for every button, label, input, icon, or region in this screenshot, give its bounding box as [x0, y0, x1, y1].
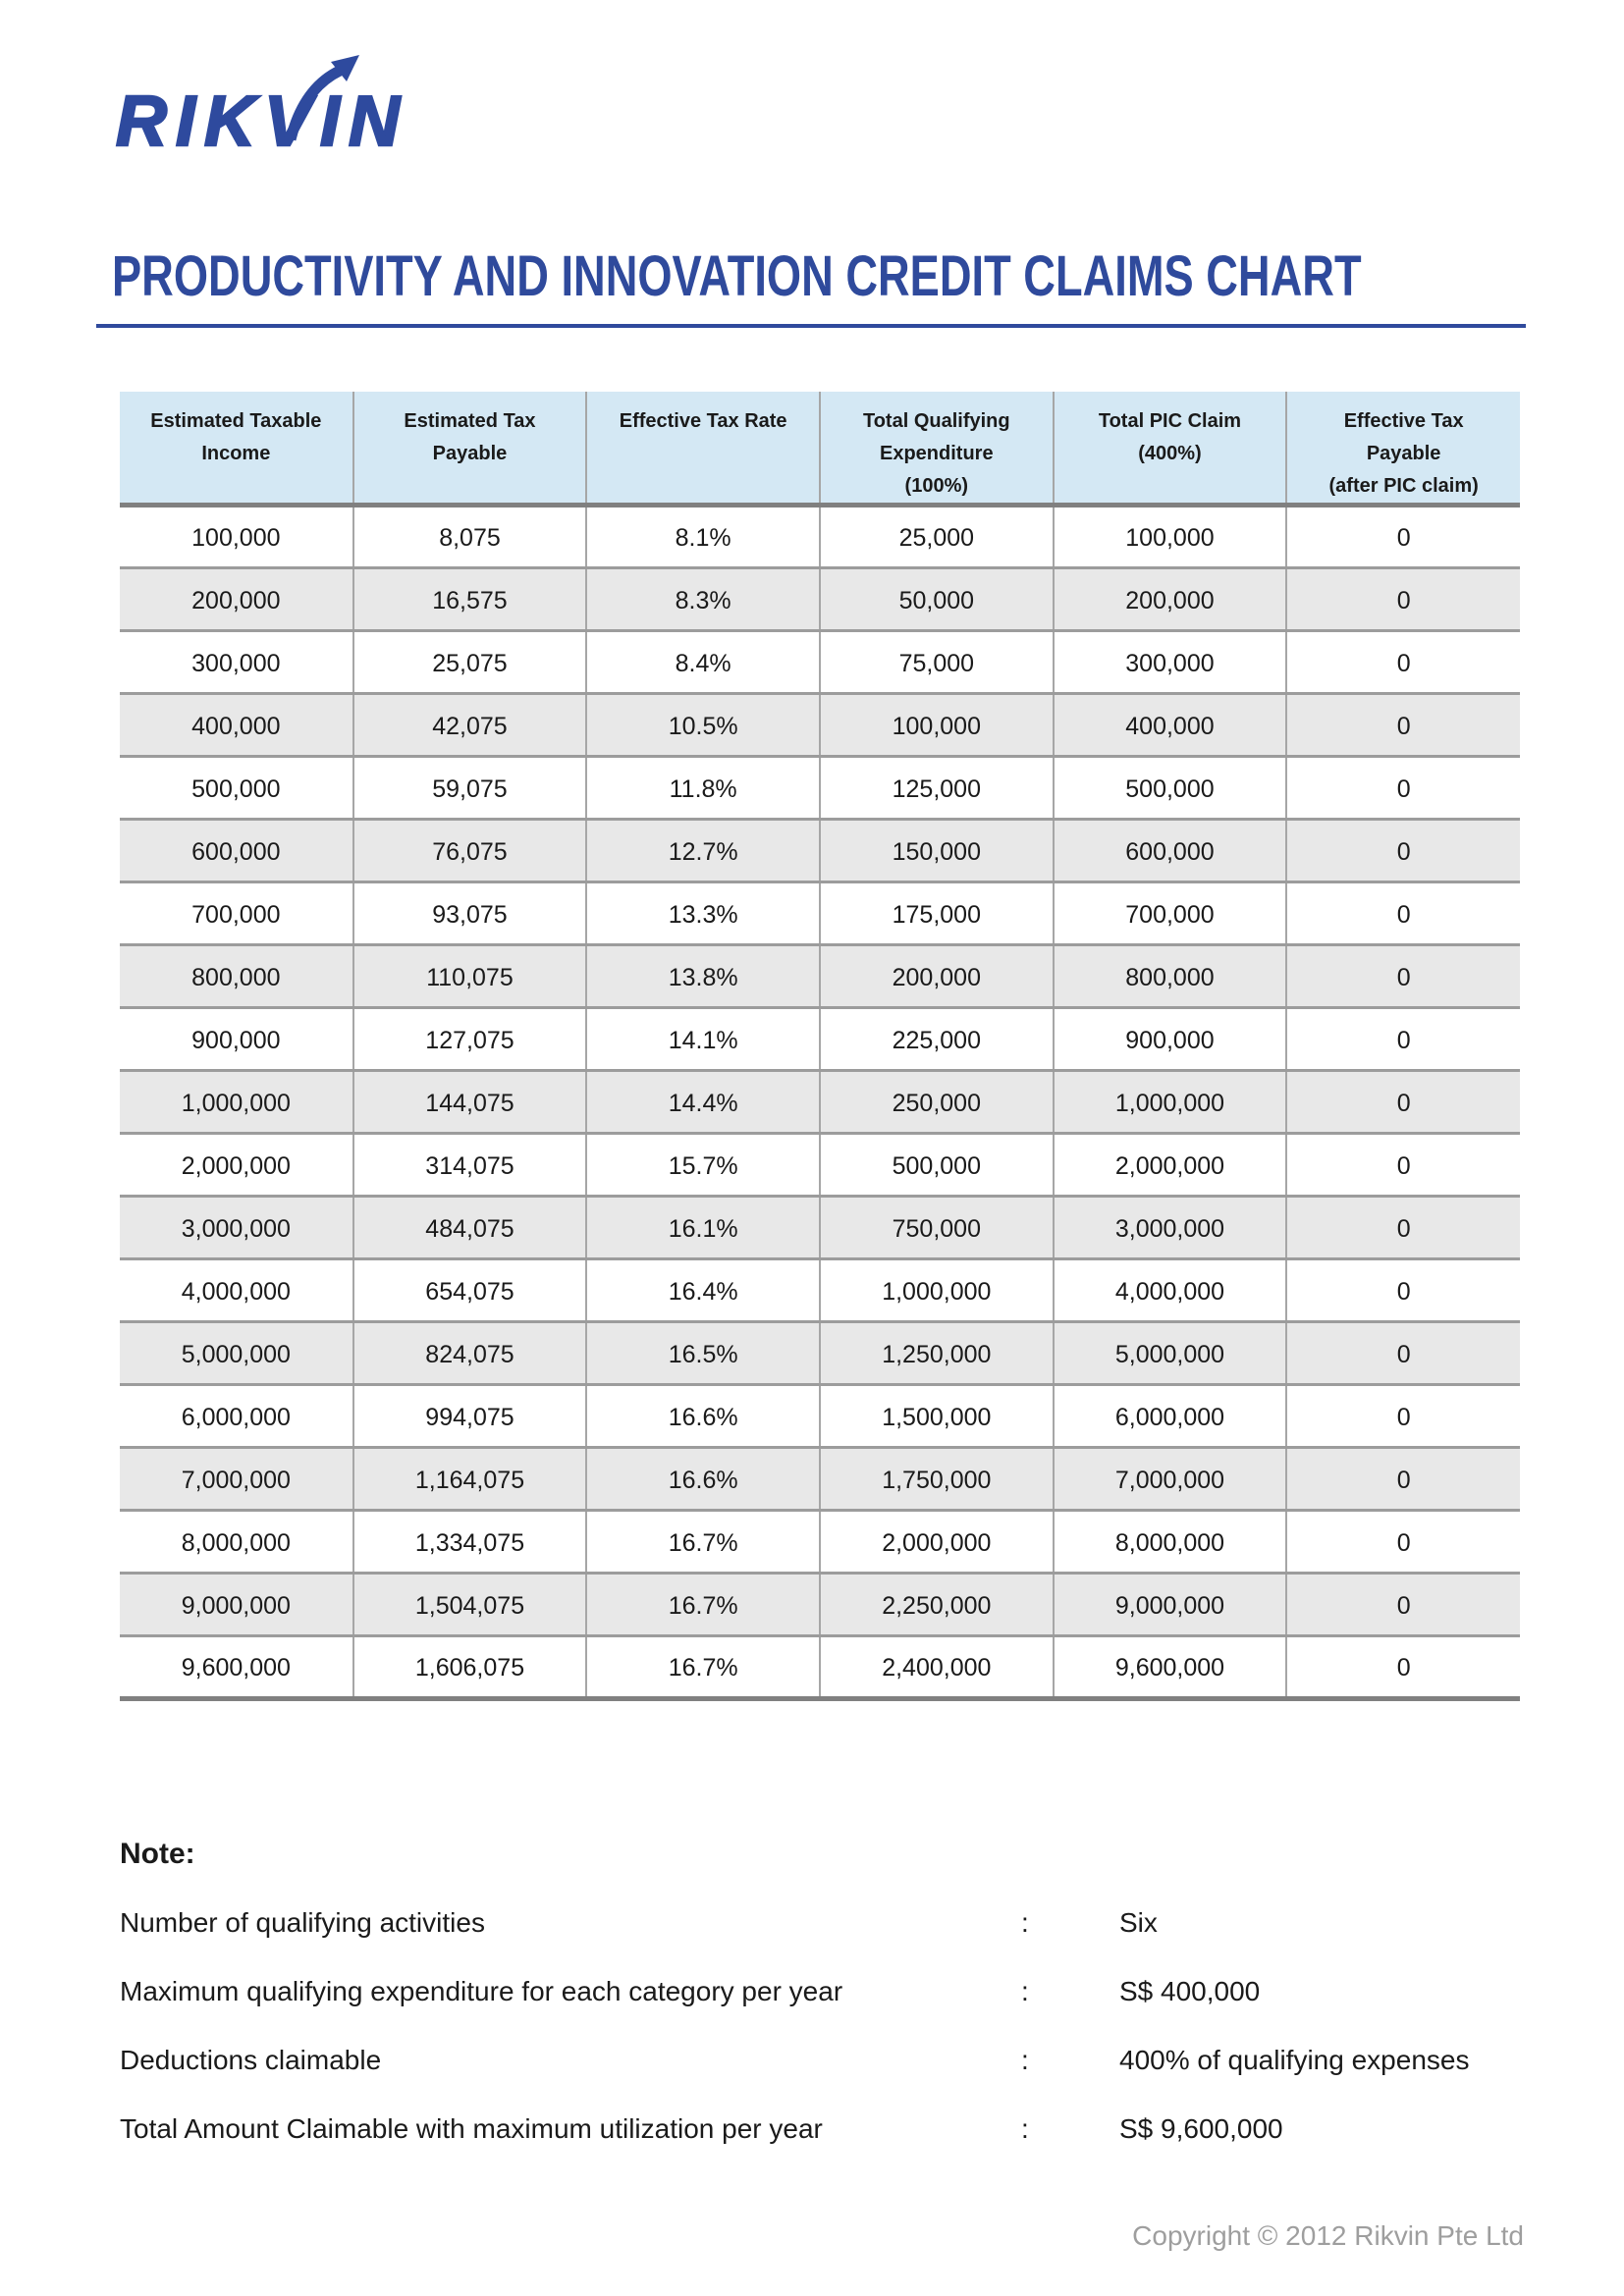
column-header-line: Expenditure — [880, 443, 994, 464]
table-cell: 0 — [1286, 1385, 1520, 1448]
table-cell: 15.7% — [586, 1134, 820, 1197]
table-cell: 400,000 — [1054, 694, 1287, 757]
table-cell: 10.5% — [586, 694, 820, 757]
table-cell: 600,000 — [191, 838, 281, 866]
table-cell: 200,000 — [191, 587, 281, 614]
table-row — [120, 694, 1520, 757]
table-cell: 314,075 — [353, 1134, 587, 1197]
pic-claims-table — [120, 392, 1520, 1701]
table-cell: 0 — [1286, 757, 1520, 820]
table-cell: 800,000 — [191, 964, 281, 991]
table-cell: 0 — [1286, 1071, 1520, 1134]
table-cell: 9,000,000 — [181, 1592, 291, 1620]
column-header-line: Estimated Tax — [404, 410, 536, 432]
table-cell: 700,000 — [1054, 882, 1287, 945]
table-cell: 16.4% — [586, 1259, 820, 1322]
table-row — [120, 1008, 1520, 1071]
table-cell: 100,000 — [820, 694, 1054, 757]
note-value: S$ 400,000 — [1119, 1976, 1261, 2006]
table-cell: 1,000,000 — [181, 1090, 291, 1117]
table-cell: 7,000,000 — [1054, 1448, 1287, 1511]
table-cell: 500,000 — [191, 775, 281, 803]
column-header-2 — [586, 392, 820, 506]
column-header-line: Total PIC Claim — [1098, 410, 1242, 432]
table-cell: 59,075 — [353, 757, 587, 820]
table-cell: 0 — [1286, 945, 1520, 1008]
table-cell: 0 — [1286, 1259, 1520, 1322]
table-cell: 16.6% — [586, 1448, 820, 1511]
table-row — [120, 945, 1520, 1008]
table-cell: 1,000,000 — [1054, 1071, 1287, 1134]
table-row — [120, 1259, 1520, 1322]
table-cell: 100,000 — [191, 524, 281, 552]
note-item — [120, 1906, 1526, 1940]
table-cell: 8.3% — [586, 568, 820, 631]
table-cell: 1,606,075 — [353, 1636, 587, 1699]
table-cell: 16.7% — [586, 1574, 820, 1636]
table-cell: 14.4% — [586, 1071, 820, 1134]
column-header-line: (after PIC claim) — [1328, 475, 1479, 497]
table-cell: 900,000 — [191, 1027, 281, 1054]
column-header-line: Payable — [1366, 443, 1441, 464]
note-label: Deductions claimable — [120, 2045, 382, 2075]
column-header-1 — [353, 392, 587, 506]
table-cell: 8,000,000 — [1054, 1511, 1287, 1574]
table-cell: 0 — [1286, 820, 1520, 882]
table-body — [120, 506, 1520, 1699]
column-header-line: Estimated Taxable — [150, 410, 322, 432]
table-cell: 144,075 — [353, 1071, 587, 1134]
table-cell: 400,000 — [191, 713, 281, 740]
table-cell: 76,075 — [353, 820, 587, 882]
table-cell: 16,575 — [353, 568, 587, 631]
table-cell: 200,000 — [1054, 568, 1287, 631]
table-cell: 0 — [1286, 631, 1520, 694]
note-colon: : — [1021, 2113, 1029, 2144]
column-header-line: (100%) — [904, 475, 969, 497]
table-cell: 824,075 — [353, 1322, 587, 1385]
table-cell: 700,000 — [191, 901, 281, 929]
table-row — [120, 757, 1520, 820]
table-cell: 654,075 — [353, 1259, 587, 1322]
table-cell: 0 — [1286, 1448, 1520, 1511]
note-label: Number of qualifying activities — [120, 1907, 485, 1938]
table-row — [120, 1134, 1520, 1197]
table-cell: 1,500,000 — [820, 1385, 1054, 1448]
table-cell: 16.6% — [586, 1385, 820, 1448]
column-header-line: Effective Tax — [1343, 410, 1464, 432]
table-cell: 300,000 — [191, 650, 281, 677]
table-row — [120, 882, 1520, 945]
table-cell: 3,000,000 — [1054, 1197, 1287, 1259]
note-value: 400% of qualifying expenses — [1119, 2045, 1470, 2075]
table-cell: 14.1% — [586, 1008, 820, 1071]
table-cell: 0 — [1286, 1008, 1520, 1071]
table-cell: 175,000 — [820, 882, 1054, 945]
table-cell: 1,164,075 — [353, 1448, 587, 1511]
table-cell: 0 — [1286, 882, 1520, 945]
column-header-line: (400%) — [1138, 443, 1202, 464]
table-cell: 8,000,000 — [181, 1529, 291, 1557]
table-row — [120, 631, 1520, 694]
table-cell: 42,075 — [353, 694, 587, 757]
table-cell: 13.3% — [586, 882, 820, 945]
table-cell: 127,075 — [353, 1008, 587, 1071]
table-cell: 500,000 — [820, 1134, 1054, 1197]
table-cell: 8.4% — [586, 631, 820, 694]
table-cell: 100,000 — [1054, 506, 1287, 568]
copyright-text: Copyright © 2012 Rikvin Pte Ltd — [1132, 2220, 1524, 2251]
table-row — [120, 1574, 1520, 1636]
table-cell: 500,000 — [1054, 757, 1287, 820]
table-cell: 1,000,000 — [820, 1259, 1054, 1322]
table-cell: 0 — [1286, 1511, 1520, 1574]
table-cell: 2,000,000 — [820, 1511, 1054, 1574]
table-cell: 9,000,000 — [1054, 1574, 1287, 1636]
table-row — [120, 568, 1520, 631]
table-cell: 2,250,000 — [820, 1574, 1054, 1636]
table-cell: 484,075 — [353, 1197, 587, 1259]
note-item — [120, 2044, 1526, 2077]
table-cell: 11.8% — [586, 757, 820, 820]
table-cell: 8.1% — [586, 506, 820, 568]
table-cell: 16.7% — [586, 1636, 820, 1699]
table-cell: 16.5% — [586, 1322, 820, 1385]
table-cell: 1,504,075 — [353, 1574, 587, 1636]
table-cell: 13.8% — [586, 945, 820, 1008]
table-cell: 225,000 — [820, 1008, 1054, 1071]
note-item — [120, 1975, 1526, 2008]
table-cell: 25,000 — [820, 506, 1054, 568]
note-colon: : — [1021, 1976, 1029, 2006]
table-cell: 250,000 — [820, 1071, 1054, 1134]
note-label: Total Amount Claimable with maximum utilization per year — [120, 2113, 823, 2144]
column-header-line: Effective Tax Rate — [619, 410, 787, 432]
table-cell: 3,000,000 — [181, 1215, 291, 1243]
table-cell: 994,075 — [353, 1385, 587, 1448]
note-item — [120, 2112, 1526, 2146]
table-cell: 6,000,000 — [181, 1404, 291, 1431]
note-value: S$ 9,600,000 — [1119, 2113, 1283, 2144]
table-cell: 2,000,000 — [1054, 1134, 1287, 1197]
table-cell: 600,000 — [1054, 820, 1287, 882]
column-header-4 — [1054, 392, 1287, 506]
table-row — [120, 1197, 1520, 1259]
note-value: Six — [1119, 1907, 1158, 1938]
notes-heading: Note: — [120, 1838, 195, 1870]
note-colon: : — [1021, 2045, 1029, 2075]
table-cell: 0 — [1286, 1636, 1520, 1699]
column-header-3 — [820, 392, 1054, 506]
table-cell: 16.1% — [586, 1197, 820, 1259]
note-colon: : — [1021, 1907, 1029, 1938]
table-cell: 2,000,000 — [181, 1152, 291, 1180]
table-cell: 110,075 — [353, 945, 587, 1008]
table-cell: 12.7% — [586, 820, 820, 882]
table-row — [120, 1322, 1520, 1385]
title-underline — [96, 324, 1526, 328]
table-cell: 2,400,000 — [820, 1636, 1054, 1699]
table-row — [120, 1511, 1520, 1574]
table-cell: 200,000 — [820, 945, 1054, 1008]
table-cell: 75,000 — [820, 631, 1054, 694]
notes-list — [120, 1906, 1526, 2146]
note-label: Maximum qualifying expenditure for each category per year — [120, 1976, 843, 2006]
table-cell: 0 — [1286, 1574, 1520, 1636]
table-cell: 0 — [1286, 1322, 1520, 1385]
table-row — [120, 820, 1520, 882]
table-header-row — [120, 392, 1520, 506]
table-row — [120, 506, 1520, 568]
table-cell: 16.7% — [586, 1511, 820, 1574]
table-cell: 7,000,000 — [181, 1467, 291, 1494]
column-header-line: Payable — [432, 443, 508, 464]
page-title: PRODUCTIVITY AND INNOVATION CREDIT CLAIMS CHART — [112, 244, 1362, 308]
table-cell: 300,000 — [1054, 631, 1287, 694]
column-header-5 — [1286, 392, 1520, 506]
column-header-0 — [120, 392, 353, 506]
rikvin-logo — [112, 41, 436, 167]
table-cell: 0 — [1286, 1134, 1520, 1197]
table-cell: 150,000 — [820, 820, 1054, 882]
table-cell: 5,000,000 — [181, 1341, 291, 1368]
table-row — [120, 1071, 1520, 1134]
table-cell: 9,600,000 — [1054, 1636, 1287, 1699]
notes-section — [120, 1838, 1526, 2146]
column-header-line: Total Qualifying — [862, 410, 1010, 432]
table-cell: 4,000,000 — [181, 1278, 291, 1306]
table-row — [120, 1636, 1520, 1699]
table-cell: 125,000 — [820, 757, 1054, 820]
table-cell: 9,600,000 — [181, 1654, 291, 1682]
column-header-line: Income — [201, 443, 271, 464]
logo-wordmark: RIKVIN — [116, 82, 409, 161]
table-cell: 900,000 — [1054, 1008, 1287, 1071]
table-cell: 50,000 — [820, 568, 1054, 631]
table-cell: 1,750,000 — [820, 1448, 1054, 1511]
table-cell: 5,000,000 — [1054, 1322, 1287, 1385]
table-cell: 0 — [1286, 1197, 1520, 1259]
table-cell: 0 — [1286, 568, 1520, 631]
table-cell: 750,000 — [820, 1197, 1054, 1259]
table-cell: 0 — [1286, 506, 1520, 568]
table-cell: 800,000 — [1054, 945, 1287, 1008]
table-row — [120, 1385, 1520, 1448]
table-row — [120, 1448, 1520, 1511]
table-cell: 0 — [1286, 694, 1520, 757]
table-cell: 25,075 — [353, 631, 587, 694]
table-cell: 1,250,000 — [820, 1322, 1054, 1385]
table-cell: 1,334,075 — [353, 1511, 587, 1574]
table-cell: 8,075 — [353, 506, 587, 568]
table-cell: 6,000,000 — [1054, 1385, 1287, 1448]
table-cell: 93,075 — [353, 882, 587, 945]
table-cell: 4,000,000 — [1054, 1259, 1287, 1322]
